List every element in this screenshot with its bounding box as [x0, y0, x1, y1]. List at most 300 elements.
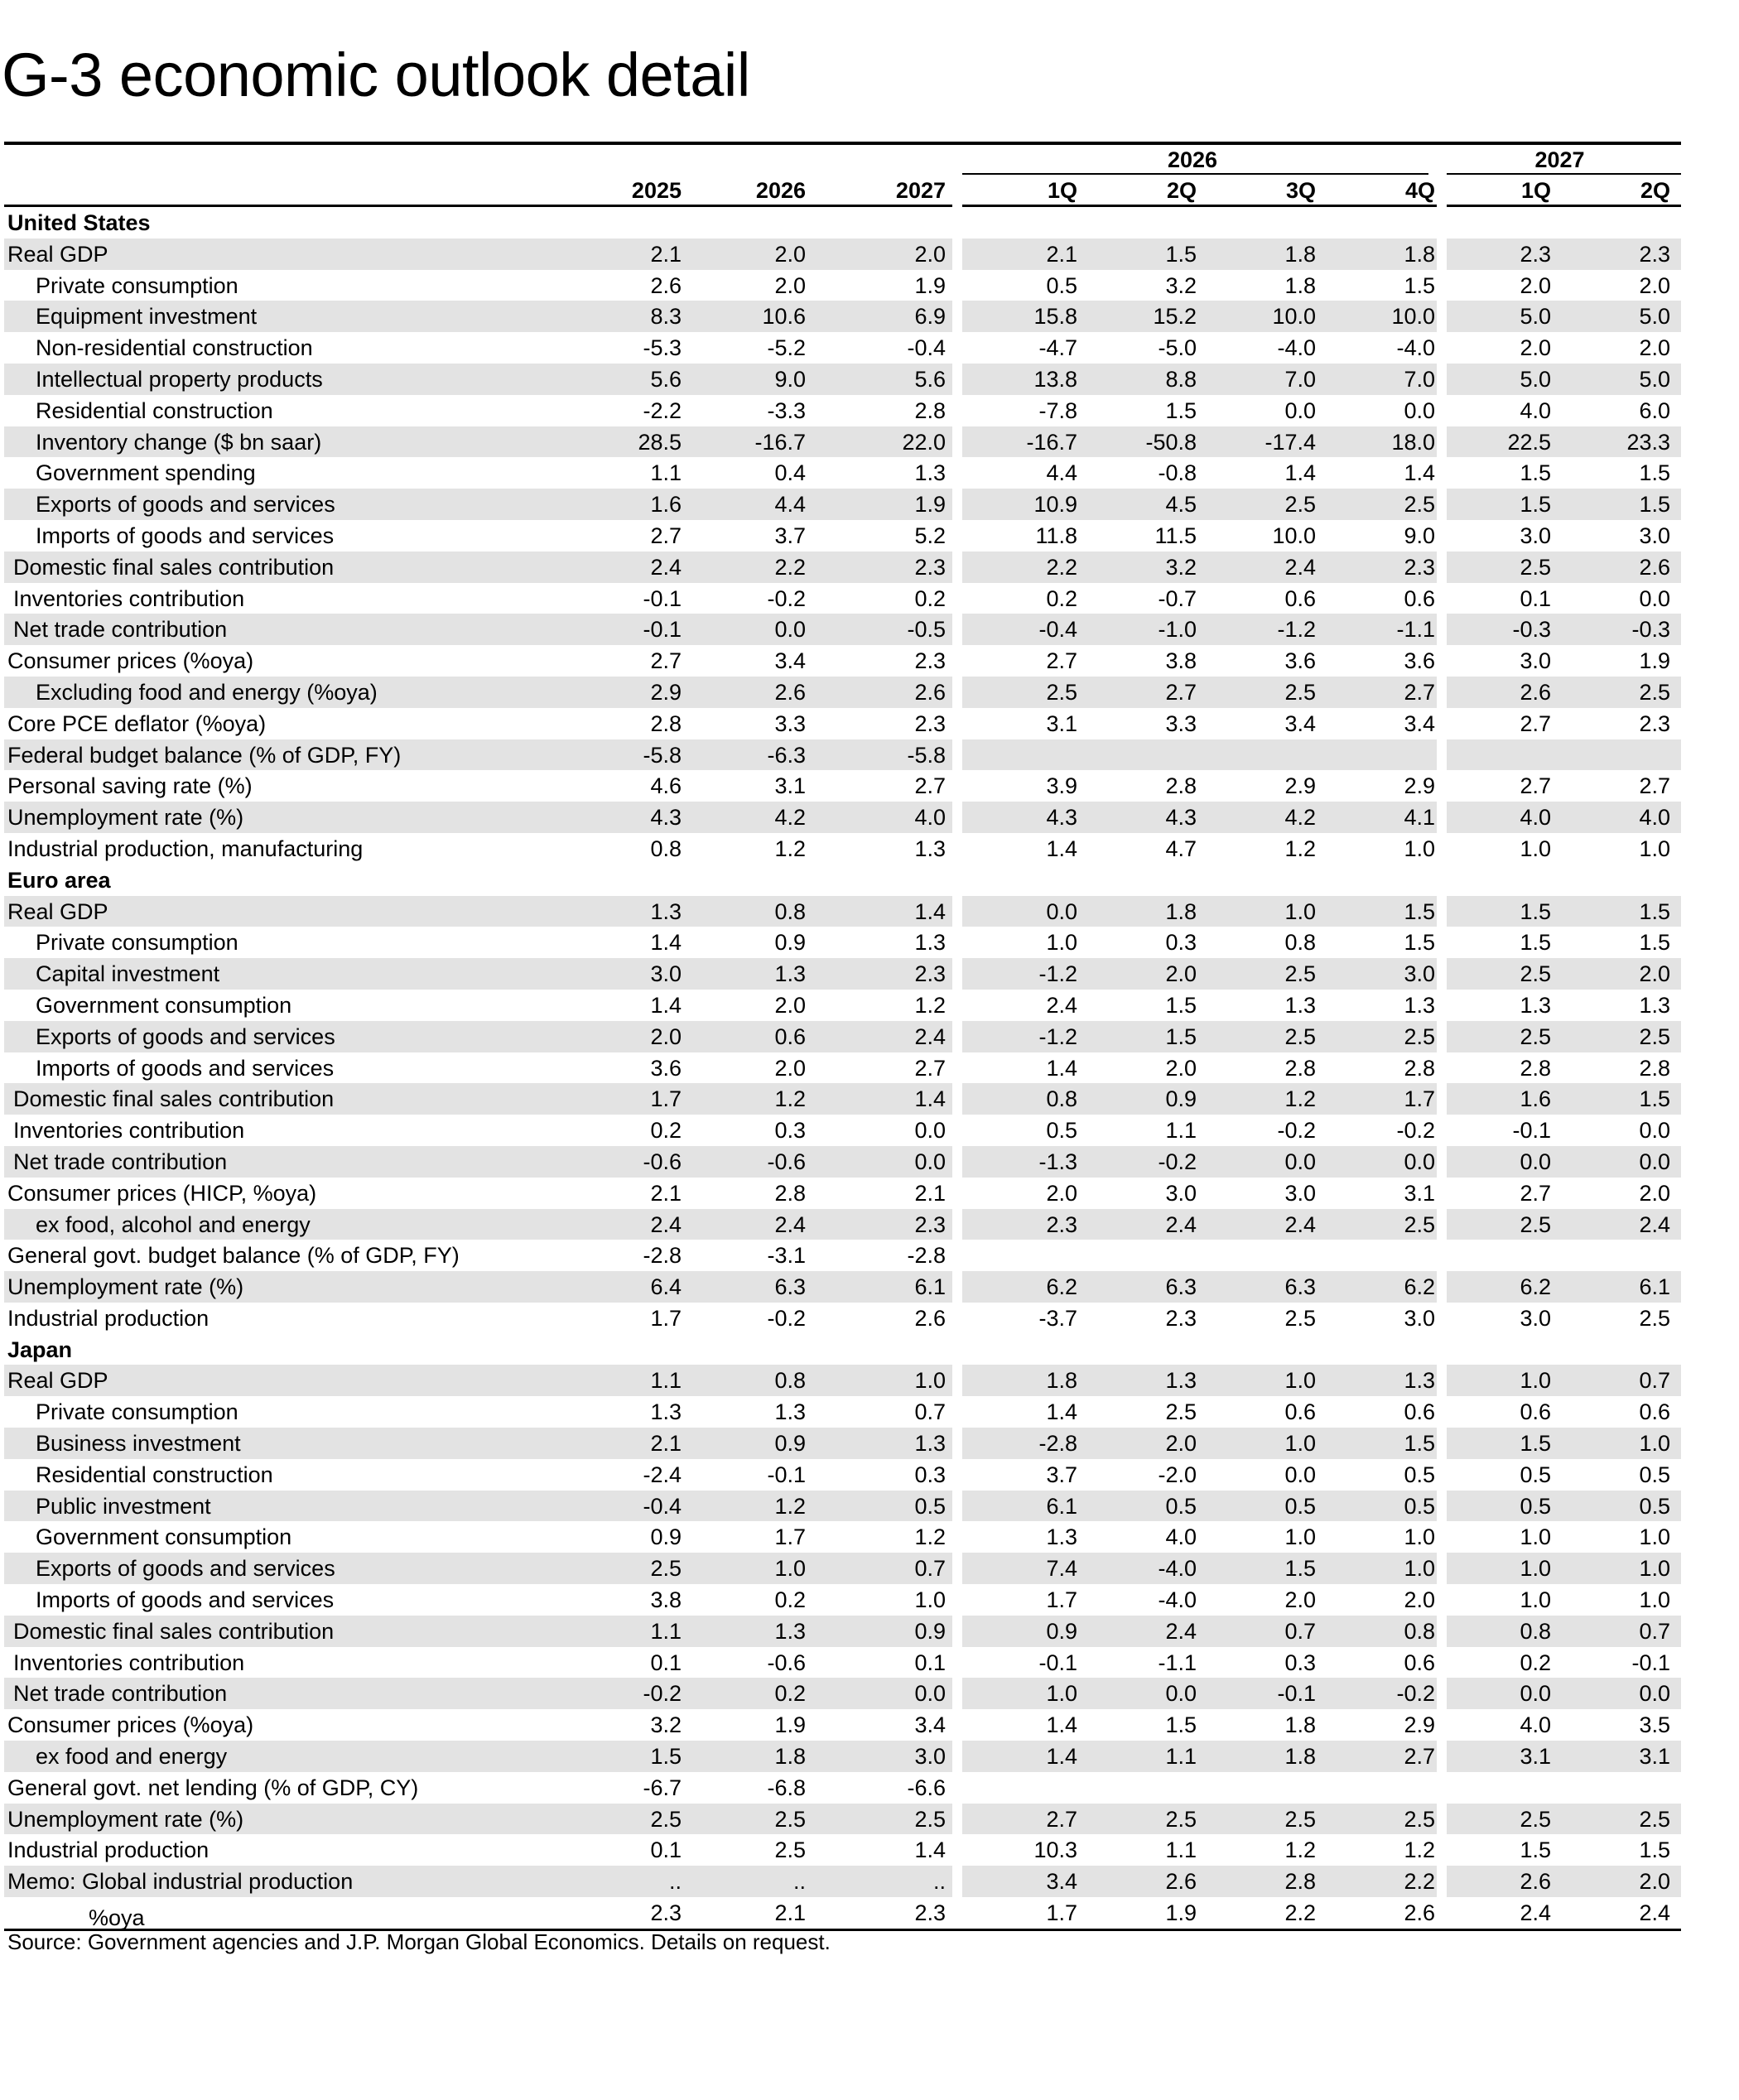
cell-value: 1.5 [1284, 1556, 1316, 1582]
cell-value: 1.1 [650, 1618, 682, 1644]
column-gap [1437, 1834, 1447, 1866]
cell-value: 2.5 [1404, 1024, 1435, 1049]
column-gap [1437, 1271, 1447, 1303]
column-gap [952, 614, 962, 645]
cell-value: 2.4 [1284, 1211, 1316, 1237]
cell-value: .. [932, 1869, 946, 1895]
cell-value: -1.2 [1038, 961, 1077, 987]
cell-value: 2.9 [650, 679, 682, 705]
table-row [4, 1553, 1681, 1584]
cell-value: -50.8 [1145, 429, 1197, 455]
cell-value: 2.5 [1639, 1305, 1670, 1331]
cell-value: 2.4 [1165, 1618, 1197, 1644]
cell-value: 2.2 [1046, 554, 1077, 580]
row-label: Net trade contribution [13, 617, 228, 643]
cell-value: 1.1 [1165, 1838, 1197, 1863]
cell-value: 2.0 [1639, 961, 1670, 987]
column-gap [1437, 457, 1447, 489]
cell-value: 4.0 [1520, 1712, 1551, 1738]
cell-value: 3.5 [1639, 1712, 1670, 1738]
cell-value: 1.4 [914, 1086, 946, 1112]
row-label: Private consumption [36, 1399, 238, 1425]
cell-value: 1.3 [774, 1399, 806, 1425]
column-gap [1437, 958, 1447, 990]
row-label: Inventories contribution [13, 1650, 245, 1675]
cell-value: .. [792, 1869, 806, 1895]
cell-value: 1.3 [650, 898, 682, 924]
table-row [4, 833, 1681, 865]
cell-value: -1.2 [1277, 617, 1316, 643]
cell-value: -1.0 [1158, 617, 1197, 643]
cell-value: 0.6 [1284, 585, 1316, 611]
column-gap [952, 1115, 962, 1146]
cell-value: 3.0 [1639, 523, 1670, 548]
cell-value: 1.5 [1404, 272, 1435, 298]
cell-value: 2.7 [1404, 1744, 1435, 1770]
table-row [4, 927, 1681, 958]
table-row [4, 896, 1681, 927]
cell-value: 2.0 [1284, 1587, 1316, 1613]
cell-value: -0.2 [767, 1305, 806, 1331]
section-label: Euro area [7, 867, 111, 893]
column-gap [952, 1021, 962, 1052]
cell-value: 1.8 [1046, 1368, 1077, 1394]
cell-value: 2.0 [774, 992, 806, 1018]
cell-value: 0.6 [1284, 1399, 1316, 1425]
cell-value: 2.8 [1284, 1055, 1316, 1081]
cell-value: 2.0 [1520, 272, 1551, 298]
column-gap [952, 583, 962, 614]
cell-value: 2.3 [914, 1900, 946, 1926]
table-row [4, 1616, 1681, 1647]
column-gap [1437, 1521, 1447, 1553]
cell-value: 4.3 [650, 805, 682, 831]
cell-value: 6.9 [914, 304, 946, 330]
header-group-2026-rule [956, 173, 1428, 175]
cell-value: 1.3 [1639, 992, 1670, 1018]
cell-value: 1.5 [1520, 492, 1551, 518]
cell-value: 1.9 [914, 272, 946, 298]
table-row [4, 1428, 1681, 1459]
table-row [4, 958, 1681, 990]
column-gap [952, 1804, 962, 1835]
cell-value: -0.2 [1277, 1118, 1316, 1144]
cell-value: 2.8 [914, 397, 946, 423]
column-gap [1437, 583, 1447, 614]
row-label: Exports of goods and services [36, 1024, 335, 1049]
column-gap [952, 1897, 962, 1929]
cell-value: 1.0 [1639, 836, 1670, 861]
cell-value: 1.8 [1284, 1712, 1316, 1738]
cell-value: 2.0 [1639, 1180, 1670, 1206]
cell-value: 2.5 [1639, 679, 1670, 705]
cell-value: 1.2 [1284, 836, 1316, 861]
table-row [4, 1021, 1681, 1052]
cell-value: 2.3 [1639, 241, 1670, 267]
table-row [4, 1365, 1681, 1396]
column-gap [952, 990, 962, 1021]
column-gap [952, 1616, 962, 1647]
cell-value: 3.1 [1639, 1744, 1670, 1770]
row-label: Memo: Global industrial production [7, 1869, 354, 1895]
column-gap [952, 1428, 962, 1459]
cell-value: 5.0 [1520, 304, 1551, 330]
cell-value: 3.6 [1284, 648, 1316, 674]
cell-value: -0.2 [643, 1681, 682, 1707]
row-label: Net trade contribution [13, 1149, 228, 1174]
cell-value: 0.0 [1046, 898, 1077, 924]
column-gap [952, 1240, 962, 1271]
cell-value: -3.7 [1038, 1305, 1077, 1331]
cell-value: 1.1 [650, 460, 682, 486]
column-gap [1437, 1396, 1447, 1428]
cell-value: -6.8 [767, 1775, 806, 1800]
cell-value: 2.5 [774, 1806, 806, 1832]
column-gap [952, 958, 962, 990]
row-label: ex food and energy [36, 1744, 228, 1770]
table-row [4, 770, 1681, 802]
cell-value: 2.5 [1520, 1211, 1551, 1237]
cell-value: 6.4 [650, 1274, 682, 1300]
header-columns [4, 176, 1681, 205]
cell-value: 0.3 [914, 1462, 946, 1487]
table-row [4, 1209, 1681, 1240]
cell-value: 2.6 [1639, 554, 1670, 580]
cell-value: 2.5 [1404, 1211, 1435, 1237]
cell-value: 1.5 [1404, 930, 1435, 956]
cell-value: 2.5 [1284, 492, 1316, 518]
cell-value: 5.0 [1639, 366, 1670, 392]
cell-value: 2.4 [774, 1211, 806, 1237]
column-gap [1437, 677, 1447, 708]
cell-value: 2.0 [1520, 335, 1551, 361]
column-gap [1437, 1459, 1447, 1491]
cell-value: 1.0 [1284, 1431, 1316, 1457]
cell-value: 1.3 [1046, 1524, 1077, 1550]
column-gap [1437, 1021, 1447, 1052]
cell-value: 1.1 [1165, 1744, 1197, 1770]
cell-value: 4.0 [1639, 805, 1670, 831]
cell-value: 0.8 [1404, 1618, 1435, 1644]
cell-value: 1.2 [774, 1493, 806, 1519]
cell-value: 2.6 [774, 679, 806, 705]
cell-value: 2.4 [1520, 1900, 1551, 1926]
row-label: Residential construction [36, 1462, 273, 1487]
row-label: Residential construction [36, 397, 273, 423]
cell-value: 2.0 [1639, 1869, 1670, 1895]
cell-value: 0.0 [914, 1149, 946, 1174]
column-gap [952, 1083, 962, 1115]
row-label: Government consumption [36, 1524, 292, 1550]
cell-value: 1.2 [1284, 1086, 1316, 1112]
cell-value: 3.2 [1165, 554, 1197, 580]
cell-value: 2.7 [914, 1055, 946, 1081]
cell-value: 2.7 [650, 523, 682, 548]
column-gap [1437, 1240, 1447, 1271]
cell-value: 3.4 [774, 648, 806, 674]
cell-value: 2.4 [1639, 1900, 1670, 1926]
cell-value: 2.6 [1404, 1900, 1435, 1926]
column-header: 1Q [1047, 178, 1077, 203]
column-gap [1437, 990, 1447, 1021]
cell-value: 3.4 [1404, 710, 1435, 736]
column-gap [952, 1178, 962, 1209]
cell-value: 1.0 [1520, 1368, 1551, 1394]
table-row [4, 1709, 1681, 1741]
column-gap [952, 1553, 962, 1584]
cell-value: 2.5 [1404, 1806, 1435, 1832]
cell-value: 0.5 [1639, 1462, 1670, 1487]
column-gap [1437, 1146, 1447, 1178]
cell-value: 23.3 [1626, 429, 1670, 455]
cell-value: 0.0 [914, 1681, 946, 1707]
cell-value: 9.0 [774, 366, 806, 392]
row-label: Private consumption [36, 930, 238, 956]
row-label: Non-residential construction [36, 335, 313, 361]
cell-value: 0.2 [914, 585, 946, 611]
cell-value: -0.6 [643, 1149, 682, 1174]
cell-value: 2.2 [1284, 1900, 1316, 1926]
cell-value: 0.7 [914, 1399, 946, 1425]
cell-value: -6.7 [643, 1775, 682, 1800]
cell-value: 3.7 [774, 523, 806, 548]
table-row [4, 426, 1681, 458]
cell-value: 1.5 [1520, 930, 1551, 956]
row-label: Public investment [36, 1493, 211, 1519]
column-gap [952, 645, 962, 677]
cell-value: 4.7 [1165, 836, 1197, 861]
cell-value: 2.4 [1046, 992, 1077, 1018]
cell-value: 1.5 [1520, 1838, 1551, 1863]
cell-value: 1.5 [1639, 930, 1670, 956]
cell-value: 2.5 [650, 1806, 682, 1832]
row-label: Exports of goods and services [36, 492, 335, 518]
table-row [4, 1772, 1681, 1804]
cell-value: 1.6 [650, 492, 682, 518]
cell-value: -0.1 [1277, 1681, 1316, 1707]
cell-value: 2.0 [1639, 335, 1670, 361]
section-label: United States [7, 210, 151, 235]
cell-value: 6.3 [1284, 1274, 1316, 1300]
column-gap [1437, 145, 1447, 207]
column-gap [1437, 865, 1447, 896]
cell-value: 0.2 [774, 1587, 806, 1613]
cell-value: -2.4 [643, 1462, 682, 1487]
cell-value: 3.3 [1165, 710, 1197, 736]
cell-value: 2.4 [1639, 1211, 1670, 1237]
cell-value: 3.0 [1284, 1180, 1316, 1206]
column-gap [1437, 614, 1447, 645]
outlook-table [4, 142, 1681, 1954]
cell-value: 8.8 [1165, 366, 1197, 392]
cell-value: 4.4 [774, 492, 806, 518]
cell-value: 1.5 [1165, 1712, 1197, 1738]
cell-value: 10.3 [1033, 1838, 1077, 1863]
cell-value: 0.9 [1165, 1086, 1197, 1112]
cell-value: 6.1 [1639, 1274, 1670, 1300]
column-gap [1437, 1209, 1447, 1240]
cell-value: 1.4 [914, 1838, 946, 1863]
table-row [4, 1491, 1681, 1522]
cell-value: 1.0 [1284, 1368, 1316, 1394]
column-gap [952, 332, 962, 364]
table-row [4, 1521, 1681, 1553]
cell-value: 1.0 [1046, 930, 1077, 956]
column-gap [1437, 833, 1447, 865]
column-gap [952, 395, 962, 426]
cell-value: 4.3 [1165, 805, 1197, 831]
column-gap [1437, 332, 1447, 364]
cell-value: 3.1 [1404, 1180, 1435, 1206]
column-gap [1437, 1709, 1447, 1741]
cell-value: 0.9 [774, 1431, 806, 1457]
cell-value: 6.2 [1520, 1274, 1551, 1300]
column-gap [1437, 1741, 1447, 1772]
cell-value: -16.7 [1026, 429, 1077, 455]
column-gap [1437, 364, 1447, 395]
column-gap [952, 677, 962, 708]
cell-value: -4.0 [1158, 1556, 1197, 1582]
row-label: Unemployment rate (%) [7, 805, 244, 831]
cell-value: 1.0 [1404, 1556, 1435, 1582]
cell-value: 1.5 [650, 1744, 682, 1770]
cell-value: 0.9 [774, 930, 806, 956]
cell-value: -0.2 [1396, 1118, 1435, 1144]
cell-value: 2.1 [914, 1180, 946, 1206]
row-label: Inventories contribution [13, 1118, 245, 1144]
cell-value: 2.1 [650, 241, 682, 267]
cell-value: 0.3 [1284, 1650, 1316, 1675]
cell-value: 0.0 [1284, 1149, 1316, 1174]
section-label: Japan [7, 1337, 73, 1362]
cell-value: 1.0 [1639, 1556, 1670, 1582]
cell-value: -1.2 [1038, 1024, 1077, 1049]
cell-value: 0.7 [1639, 1368, 1670, 1394]
cell-value: 2.8 [774, 1180, 806, 1206]
cell-value: -0.1 [1038, 1650, 1077, 1675]
table-row [4, 1303, 1681, 1334]
cell-value: 2.7 [1520, 773, 1551, 799]
cell-value: 3.0 [1520, 523, 1551, 548]
column-gap [952, 1866, 962, 1897]
section-header-row [4, 865, 1681, 896]
table-row [4, 238, 1681, 270]
cell-value: 2.0 [774, 272, 806, 298]
cell-value: 2.5 [1520, 554, 1551, 580]
cell-value: 0.0 [1639, 585, 1670, 611]
row-label: Imports of goods and services [36, 523, 335, 548]
row-label: Equipment investment [36, 304, 258, 330]
cell-value: 1.3 [650, 1399, 682, 1425]
cell-value: 0.0 [1639, 1681, 1670, 1707]
cell-value: -5.0 [1158, 335, 1197, 361]
cell-value: 2.7 [650, 648, 682, 674]
column-gap [1437, 551, 1447, 583]
source-note: Source: Government agencies and J.P. Morgan Global Economics. Details on request. [7, 1929, 831, 1954]
column-gap [952, 364, 962, 395]
cell-value: 0.5 [1404, 1462, 1435, 1487]
cell-value: -1.3 [1038, 1149, 1077, 1174]
column-gap [952, 802, 962, 833]
cell-value: 1.0 [1046, 1681, 1077, 1707]
column-gap [1437, 708, 1447, 739]
column-gap [952, 270, 962, 301]
cell-value: 0.9 [914, 1618, 946, 1644]
cell-value: 3.2 [1165, 272, 1197, 298]
cell-value: 0.3 [1165, 930, 1197, 956]
cell-value: 9.0 [1404, 523, 1435, 548]
cell-value: 3.4 [1046, 1869, 1077, 1895]
column-gap [1437, 1334, 1447, 1365]
table-row [4, 677, 1681, 708]
cell-value: 0.6 [1520, 1399, 1551, 1425]
cell-value: 1.0 [1284, 1524, 1316, 1550]
cell-value: 2.3 [914, 710, 946, 736]
cell-value: 0.0 [1284, 397, 1316, 423]
header-group-2026-label: 2026 [1167, 147, 1218, 172]
row-label: General govt. budget balance (% of GDP, FY) [7, 1243, 460, 1269]
cell-value: 2.0 [774, 1055, 806, 1081]
column-gap [1437, 1365, 1447, 1396]
cell-value: 1.5 [1165, 241, 1197, 267]
cell-value: 2.3 [1046, 1211, 1077, 1237]
cell-value: 0.5 [1520, 1493, 1551, 1519]
cell-value: 0.2 [650, 1118, 682, 1144]
cell-value: 2.1 [1046, 241, 1077, 267]
cell-value: 4.6 [650, 773, 682, 799]
cell-value: 3.0 [650, 961, 682, 987]
row-label: Domestic final sales contribution [13, 554, 335, 580]
cell-value: -0.1 [767, 1462, 806, 1487]
cell-value: 1.8 [1165, 898, 1197, 924]
cell-value: 0.1 [914, 1650, 946, 1675]
row-label: Industrial production, manufacturing [7, 836, 364, 861]
cell-value: 1.3 [914, 1431, 946, 1457]
cell-value: 2.5 [1284, 679, 1316, 705]
cell-value: 3.4 [914, 1712, 946, 1738]
cell-value: 1.0 [1639, 1587, 1670, 1613]
column-gap [952, 1365, 962, 1396]
column-gap [1437, 426, 1447, 458]
cell-value: -0.2 [1396, 1681, 1435, 1707]
cell-value: 0.2 [774, 1681, 806, 1707]
cell-value: 6.2 [1046, 1274, 1077, 1300]
cell-value: 2.7 [1520, 710, 1551, 736]
cell-value: 2.0 [1639, 272, 1670, 298]
column-gap [1437, 520, 1447, 551]
cell-value: 6.2 [1404, 1274, 1435, 1300]
column-gap [1437, 1772, 1447, 1804]
column-gap [952, 865, 962, 896]
cell-value: 3.7 [1046, 1462, 1077, 1487]
cell-value: -2.8 [907, 1243, 946, 1269]
row-label: Industrial production [7, 1305, 210, 1331]
column-gap [952, 1146, 962, 1178]
cell-value: 0.8 [774, 898, 806, 924]
cell-value: 1.7 [1404, 1086, 1435, 1112]
cell-value: -3.1 [767, 1243, 806, 1269]
table-row [4, 364, 1681, 395]
row-label: Real GDP [7, 898, 108, 924]
cell-value: 6.3 [774, 1274, 806, 1300]
cell-value: 0.6 [1404, 1399, 1435, 1425]
cell-value: 1.5 [1520, 1431, 1551, 1457]
page-title: G-3 economic outlook detail [2, 41, 750, 109]
cell-value: 2.5 [1284, 1806, 1316, 1832]
column-gap [1437, 1083, 1447, 1115]
cell-value: -0.4 [643, 1493, 682, 1519]
cell-value: 0.8 [650, 836, 682, 861]
